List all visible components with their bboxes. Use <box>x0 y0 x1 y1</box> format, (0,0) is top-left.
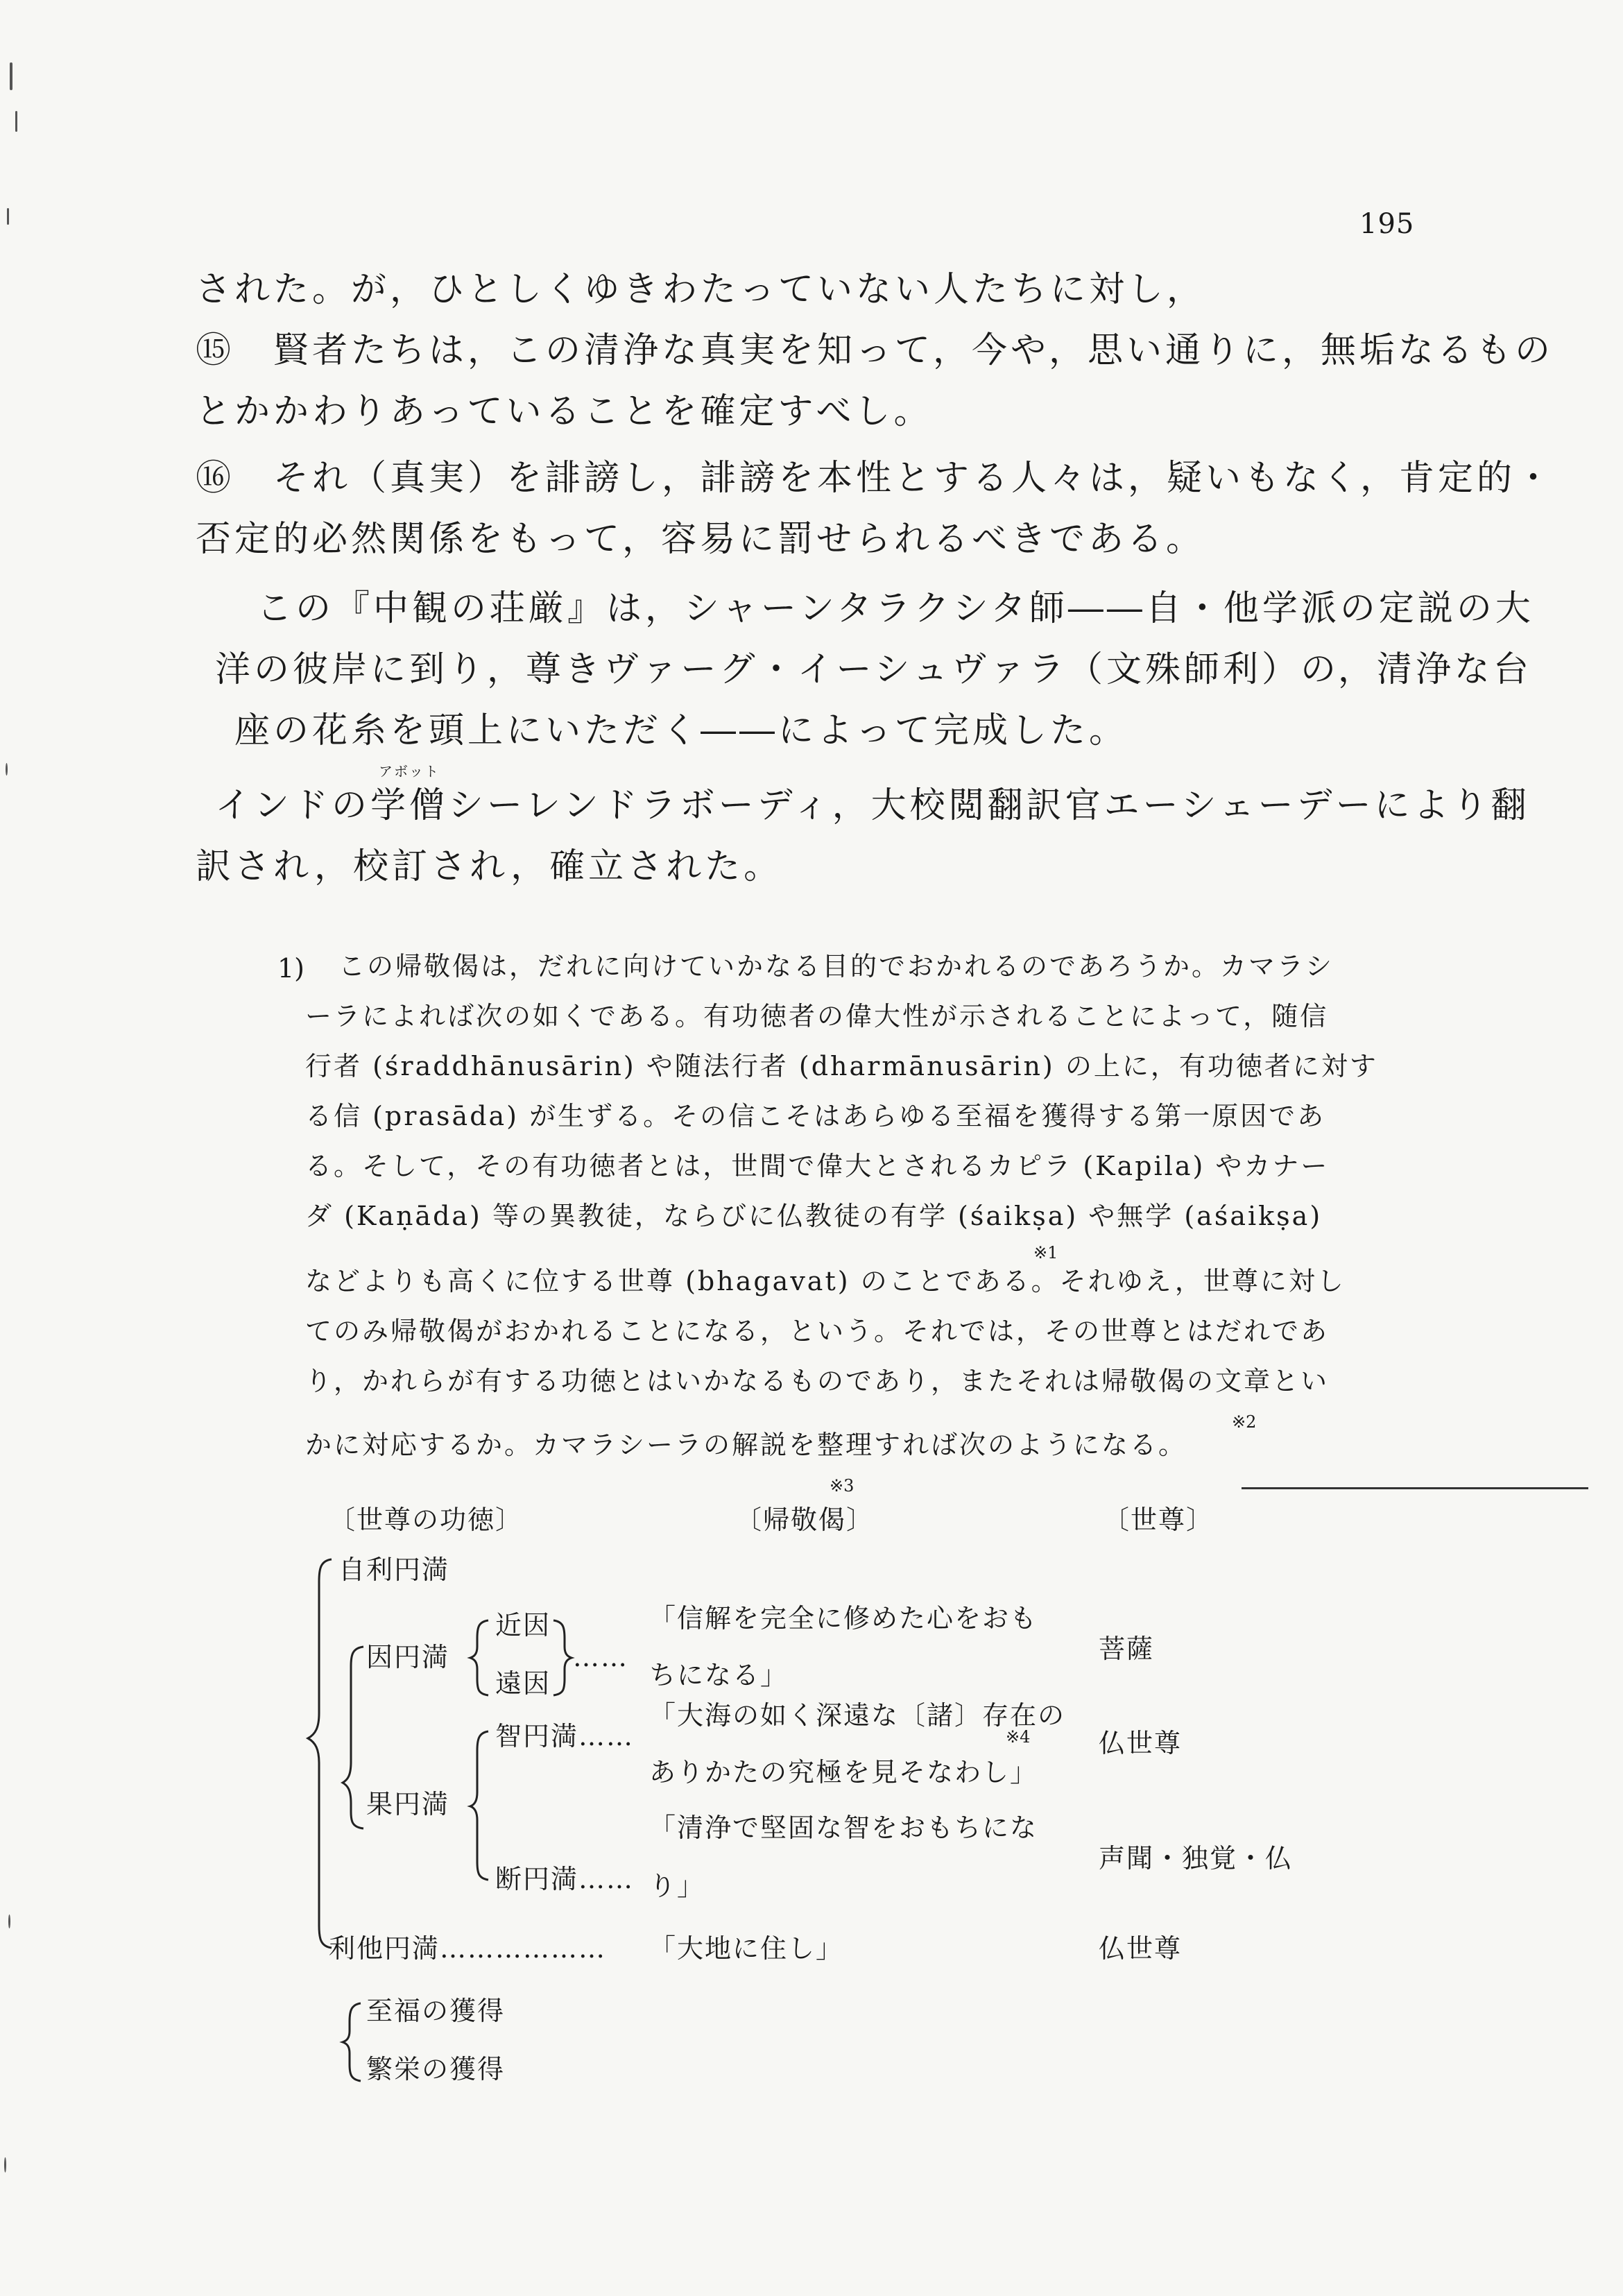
reference-mark-1: ※1 <box>1033 1243 1058 1262</box>
main-line: された。が，ひとしくゆきわたっていない人たちに対し， <box>196 269 1206 310</box>
fruit-brace <box>470 1731 488 1880</box>
result-prosperity: 繁栄の獲得 <box>366 2054 506 2084</box>
colophon-prefix: インドの <box>215 785 371 826</box>
note-line: り，かれらが有する功徳とはいかなるものであり，またそれは帰敬偈の文章とい <box>305 1366 1330 1396</box>
lord-buddha-other: 仏世尊 <box>1099 1933 1183 1964</box>
page-number: 195 <box>1359 208 1415 240</box>
verse-16-line: ⑯ それ（真実）を誹謗し，誹謗を本性とする人々は，疑いもなく，肯定的・ <box>196 458 1554 499</box>
header-merit: 〔世尊の功徳〕 <box>329 1505 524 1535</box>
translator-colophon-line: 訳され，校訂され，確立された。 <box>196 846 783 887</box>
note-line: ダ (Kaṇāda) 等の異教徒，ならびに仏教徒の有学 (śaikṣa) や無学 (aśaikṣa) <box>305 1201 1323 1231</box>
fruit-perfection: 果円満 <box>366 1789 450 1819</box>
ruby-base: 学僧 <box>370 785 449 826</box>
wisdom-perfection: 智円満…… <box>495 1721 635 1751</box>
leader-dots: …… <box>573 1642 628 1672</box>
note-number: 1) <box>277 953 305 984</box>
elimination-perfection: 断円満…… <box>495 1864 635 1894</box>
reference-mark-2: ※2 <box>1232 1412 1257 1432</box>
colophon-line: 洋の彼岸に到り，尊きヴァーグ・イーシュヴァラ（文殊師利）の，清浄な台 <box>215 649 1532 690</box>
note-line: かに対応するか。カマラシーラの解説を整理すれば次のようになる。 <box>305 1430 1187 1460</box>
cause-close-brace <box>553 1620 572 1695</box>
verse-cause-line: ちになる」 <box>649 1660 789 1690</box>
lord-buddha: 仏世尊 <box>1099 1728 1183 1758</box>
note-line: 行者 (śraddhānusārin) や随法行者 (dharmānusārin) の上に，有功徳者に対す <box>305 1051 1378 1081</box>
note-line: この帰敬偈は，だれに向けていかなる目的でおかれるのであろうか。カマラシ <box>338 951 1334 982</box>
colophon-line: 座の花糸を頭上にいただく――によって完成した。 <box>234 710 1128 751</box>
distant-cause: 遠因 <box>495 1668 551 1699</box>
outer-brace <box>308 1559 332 1948</box>
result-bliss: 至福の獲得 <box>366 1996 506 2026</box>
lord-bodhisattva: 菩薩 <box>1099 1634 1155 1664</box>
lord-sravaka-pratyekabuddha-buddha: 声聞・独覚・仏 <box>1099 1843 1294 1874</box>
reference-mark-4: ※4 <box>1006 1727 1031 1747</box>
header-verse: 〔帰敬偈〕 <box>735 1505 875 1535</box>
note-line: てのみ帰敬偈がおかれることになる，という。それでは，その世尊とはだれであ <box>305 1316 1330 1346</box>
cause-brace <box>470 1620 488 1695</box>
colophon-rest: シーレンドラボーディ，大校閲翻訳官エーシェーデーにより翻 <box>448 785 1530 826</box>
header-lord: 〔世尊〕 <box>1103 1505 1214 1535</box>
ruby-annotation: アボット <box>379 763 440 780</box>
note-line: ーラによれば次の如くである。有功徳者の偉大性が示されることによって，随信 <box>305 1001 1329 1031</box>
colophon-line: この『中観の荘厳』は，シャーンタラクシタ師――自・他学派の定説の大 <box>257 588 1534 629</box>
main-line: 否定的必然関係をもって，容易に罰せられるべきである。 <box>196 519 1205 560</box>
note-line: る信 (prasāda) が生ずる。その信こそはあらゆる至福を獲得する第一原因であ <box>305 1101 1326 1131</box>
verse-15-line: ⑮ 賢者たちは，この清浄な真実を知って，今や，思い通りに，無垢なるもの <box>196 330 1554 371</box>
verse-elimination-line: り」 <box>649 1871 705 1901</box>
verse-cause-line: 「信解を完全に修めた心をおも <box>649 1603 1038 1634</box>
self-benefit-brace <box>343 1647 363 1828</box>
main-line: とかかわりあっていることを確定すべし。 <box>196 391 933 432</box>
proximate-cause: 近因 <box>495 1610 551 1640</box>
verse-earth: 「大地に住し」 <box>649 1933 844 1964</box>
verse-elimination-line: 「清浄で堅固な智をおもちにな <box>649 1813 1038 1843</box>
other-benefit-perfection: 利他円満……………… <box>329 1933 607 1964</box>
reference-mark-3: ※3 <box>830 1476 855 1496</box>
verse-wisdom-line: ありかたの究極を見そなわし」 <box>649 1757 1038 1788</box>
result-brace <box>343 2003 361 2081</box>
note-line: る。そして，その有功徳者とは，世間で偉大とされるカピラ (Kapila) やカナー <box>305 1151 1330 1181</box>
self-benefit-perfection: 自利円満 <box>338 1554 450 1585</box>
cause-perfection: 因円満 <box>366 1642 450 1672</box>
note-line: などよりも高くに位する世尊 (bhagavat) のことである。それゆえ，世尊に対し <box>305 1266 1346 1296</box>
verse-wisdom-line: 「大海の如く深遠な〔諸〕存在の <box>649 1700 1066 1731</box>
